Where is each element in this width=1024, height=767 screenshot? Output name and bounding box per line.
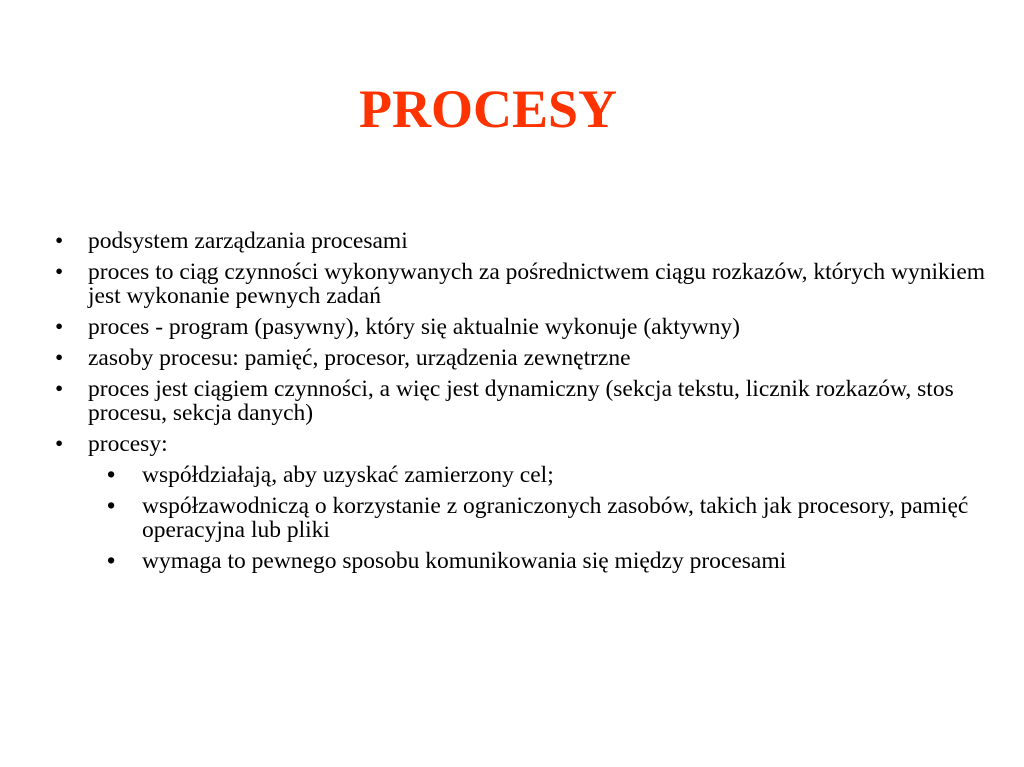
- bullet-text: proces - program (pasywny), który się aktualnie wykonuje (aktywny): [88, 314, 740, 340]
- bullet-icon: •: [55, 376, 64, 402]
- bullet-text: procesy:: [88, 431, 168, 457]
- sub-bullet-text: współzawodniczą o korzystanie z ograniczonych zasobów, takich jak procesory, pamięć operacyjna lub pliki: [142, 493, 969, 543]
- list-item: [55, 377, 995, 425]
- sub-bullet-icon: •: [107, 548, 116, 574]
- list-item: [55, 432, 995, 573]
- sub-bullet-list: [107, 463, 995, 573]
- bullet-icon: •: [55, 228, 64, 254]
- list-item: [55, 315, 995, 339]
- bullet-icon: •: [55, 314, 64, 340]
- sub-bullet-icon: •: [107, 493, 116, 519]
- bullet-icon: •: [55, 345, 64, 371]
- bullet-text: proces jest ciągiem czynności, a więc jest dynamiczny (sekcja tekstu, licznik rozkazów, stos procesu, sekcja danych): [88, 376, 954, 426]
- sub-bullet-icon: •: [107, 462, 116, 488]
- bullet-icon: •: [55, 431, 64, 457]
- slide-title: PROCESY: [358, 79, 618, 139]
- bullet-icon: •: [55, 259, 64, 285]
- bullet-list: [55, 229, 995, 580]
- bullet-text: podsystem zarządzania procesami: [88, 228, 408, 254]
- list-item: [55, 260, 995, 308]
- list-item: [55, 346, 995, 370]
- sub-bullet-text: wymaga to pewnego sposobu komunikowania się między procesami: [142, 548, 787, 574]
- sub-bullet-text: współdziałają, aby uzyskać zamierzony cel;: [142, 462, 554, 488]
- sub-list-item: [107, 549, 995, 573]
- bullet-text: proces to ciąg czynności wykonywanych za pośrednictwem ciągu rozkazów, których wynikiem jest wykonanie pewnych zadań: [88, 259, 986, 309]
- bullet-text: zasoby procesu: pamięć, procesor, urządzenia zewnętrzne: [88, 345, 631, 371]
- sub-list-item: [107, 494, 995, 542]
- list-item: [55, 229, 995, 253]
- sub-list-item: [107, 463, 995, 487]
